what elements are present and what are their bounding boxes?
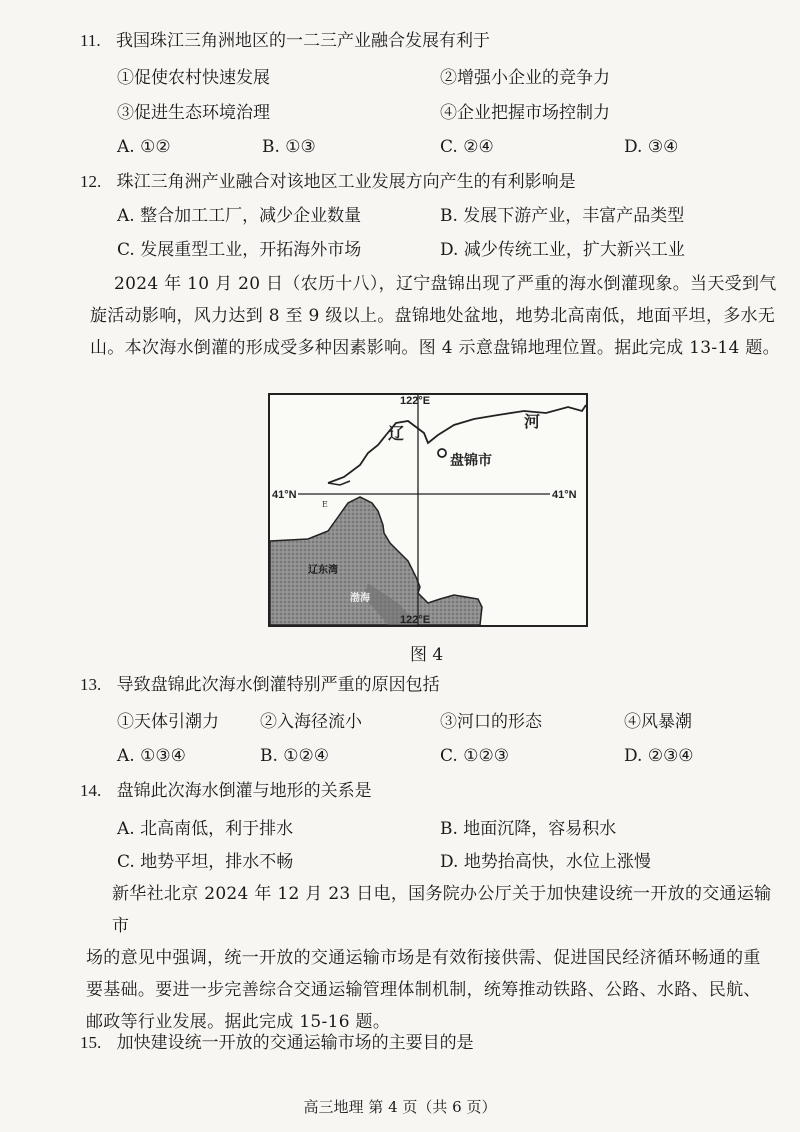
statement-4: ④风暴潮 <box>624 712 692 732</box>
page-footer: 高三地理 第 4 页（共 6 页） <box>303 1098 497 1116</box>
passage-line: 场的意见中强调，统一开放的交通运输市场是有效衔接供需、促进国民经济循环畅通的重 <box>86 948 761 968</box>
he-label: 河 <box>524 412 541 431</box>
question-14 <box>80 780 372 802</box>
choice-a[interactable]: A. 北高南低，利于排水 <box>117 819 294 839</box>
passage-line: 山。本次海水倒灌的形成受多种因素影响。图 4 示意盘锦地理位置。据此完成 13-14 题。 <box>90 338 780 358</box>
lat-right-label: 41°N <box>552 489 577 501</box>
question-stem: 盘锦此次海水倒灌与地形的关系是 <box>116 781 372 801</box>
lon-bottom-label: 122°E <box>400 614 431 626</box>
passage-1 <box>90 268 780 364</box>
passage-line: 旋活动影响，风力达到 8 至 9 级以上。盘锦地处盆地，地势北高南低，地面平坦，多水无 <box>90 306 776 326</box>
city-marker <box>438 449 446 457</box>
passage-2 <box>86 878 776 1038</box>
lon-top-label: 122°E <box>400 395 431 407</box>
liao-label: 辽 <box>388 424 405 443</box>
city-label: 盘锦市 <box>450 453 492 469</box>
statement-4: ④企业把握市场控制力 <box>440 103 610 123</box>
choice-d[interactable]: D. ②③④ <box>624 746 694 766</box>
question-stem: 珠江三角洲产业融合对该地区工业发展方向产生的有利影响是 <box>116 172 576 192</box>
choice-c[interactable]: C. ①②③ <box>440 746 509 766</box>
choice-c[interactable]: C. ②④ <box>440 137 494 157</box>
statement-2: ②入海径流小 <box>260 712 362 732</box>
question-number: 14. <box>80 781 102 800</box>
choice-b[interactable]: B. ①③ <box>262 137 316 157</box>
question-stem: 加快建设统一开放的交通运输市场的主要目的是 <box>116 1033 474 1053</box>
choice-a[interactable]: A. 整合加工工厂，减少企业数量 <box>117 206 362 226</box>
choice-c[interactable]: C. 地势平坦，排水不畅 <box>117 852 294 872</box>
passage-line: 邮政等行业发展。据此完成 15-16 题。 <box>86 1012 391 1032</box>
question-11 <box>80 30 490 52</box>
statement-2: ②增强小企业的竞争力 <box>440 68 610 88</box>
question-12 <box>80 171 576 193</box>
choice-d[interactable]: D. ③④ <box>624 137 679 157</box>
question-stem: 我国珠江三角洲地区的一二三产业融合发展有利于 <box>116 31 491 51</box>
choice-b[interactable]: B. ①②④ <box>260 746 330 766</box>
question-number: 12. <box>80 172 102 191</box>
choice-b[interactable]: B. 地面沉降，容易积水 <box>440 819 617 839</box>
question-number: 15. <box>80 1033 102 1052</box>
figure-caption: 图 4 <box>410 645 444 665</box>
question-number: 11. <box>80 31 101 50</box>
sea-label-bohai: 渤海 <box>350 593 370 604</box>
statement-3: ③河口的形态 <box>440 712 542 732</box>
choice-d[interactable]: D. 减少传统工业，扩大新兴工业 <box>440 240 685 260</box>
choice-c[interactable]: C. 发展重型工业，开拓海外市场 <box>117 240 362 260</box>
question-number: 13. <box>80 675 102 694</box>
question-13 <box>80 674 440 696</box>
question-15 <box>80 1032 474 1054</box>
statement-1: ①促使农村快速发展 <box>117 68 270 88</box>
sea-label-liaodong: 辽东湾 <box>308 565 338 576</box>
choice-d[interactable]: D. 地势抬高快，水位上涨慢 <box>440 852 651 872</box>
question-stem: 导致盘锦此次海水倒灌特别严重的原因包括 <box>116 675 440 695</box>
passage-line: 新华社北京 2024 年 12 月 23 日电，国务院办公厅关于加快建设统一开放的交通运输市 <box>112 884 772 936</box>
choice-a[interactable]: A. ①② <box>117 137 171 157</box>
statement-1: ①天体引潮力 <box>117 712 219 732</box>
choice-b[interactable]: B. 发展下游产业，丰富产品类型 <box>440 206 685 226</box>
svg-text:E: E <box>322 500 328 509</box>
statement-3: ③促进生态环境治理 <box>117 103 270 123</box>
passage-line: 2024 年 10 月 20 日（农历十八），辽宁盘锦出现了严重的海水倒灌现象。当天受到气 <box>114 274 777 294</box>
choice-a[interactable]: A. ①③④ <box>117 746 186 766</box>
lat-left-label: 41°N <box>272 489 297 501</box>
panjin-location-map <box>268 393 588 627</box>
passage-line: 要基础。要进一步完善综合交通运输管理体制机制，统筹推动铁路、公路、水路、民航、 <box>86 980 761 1000</box>
